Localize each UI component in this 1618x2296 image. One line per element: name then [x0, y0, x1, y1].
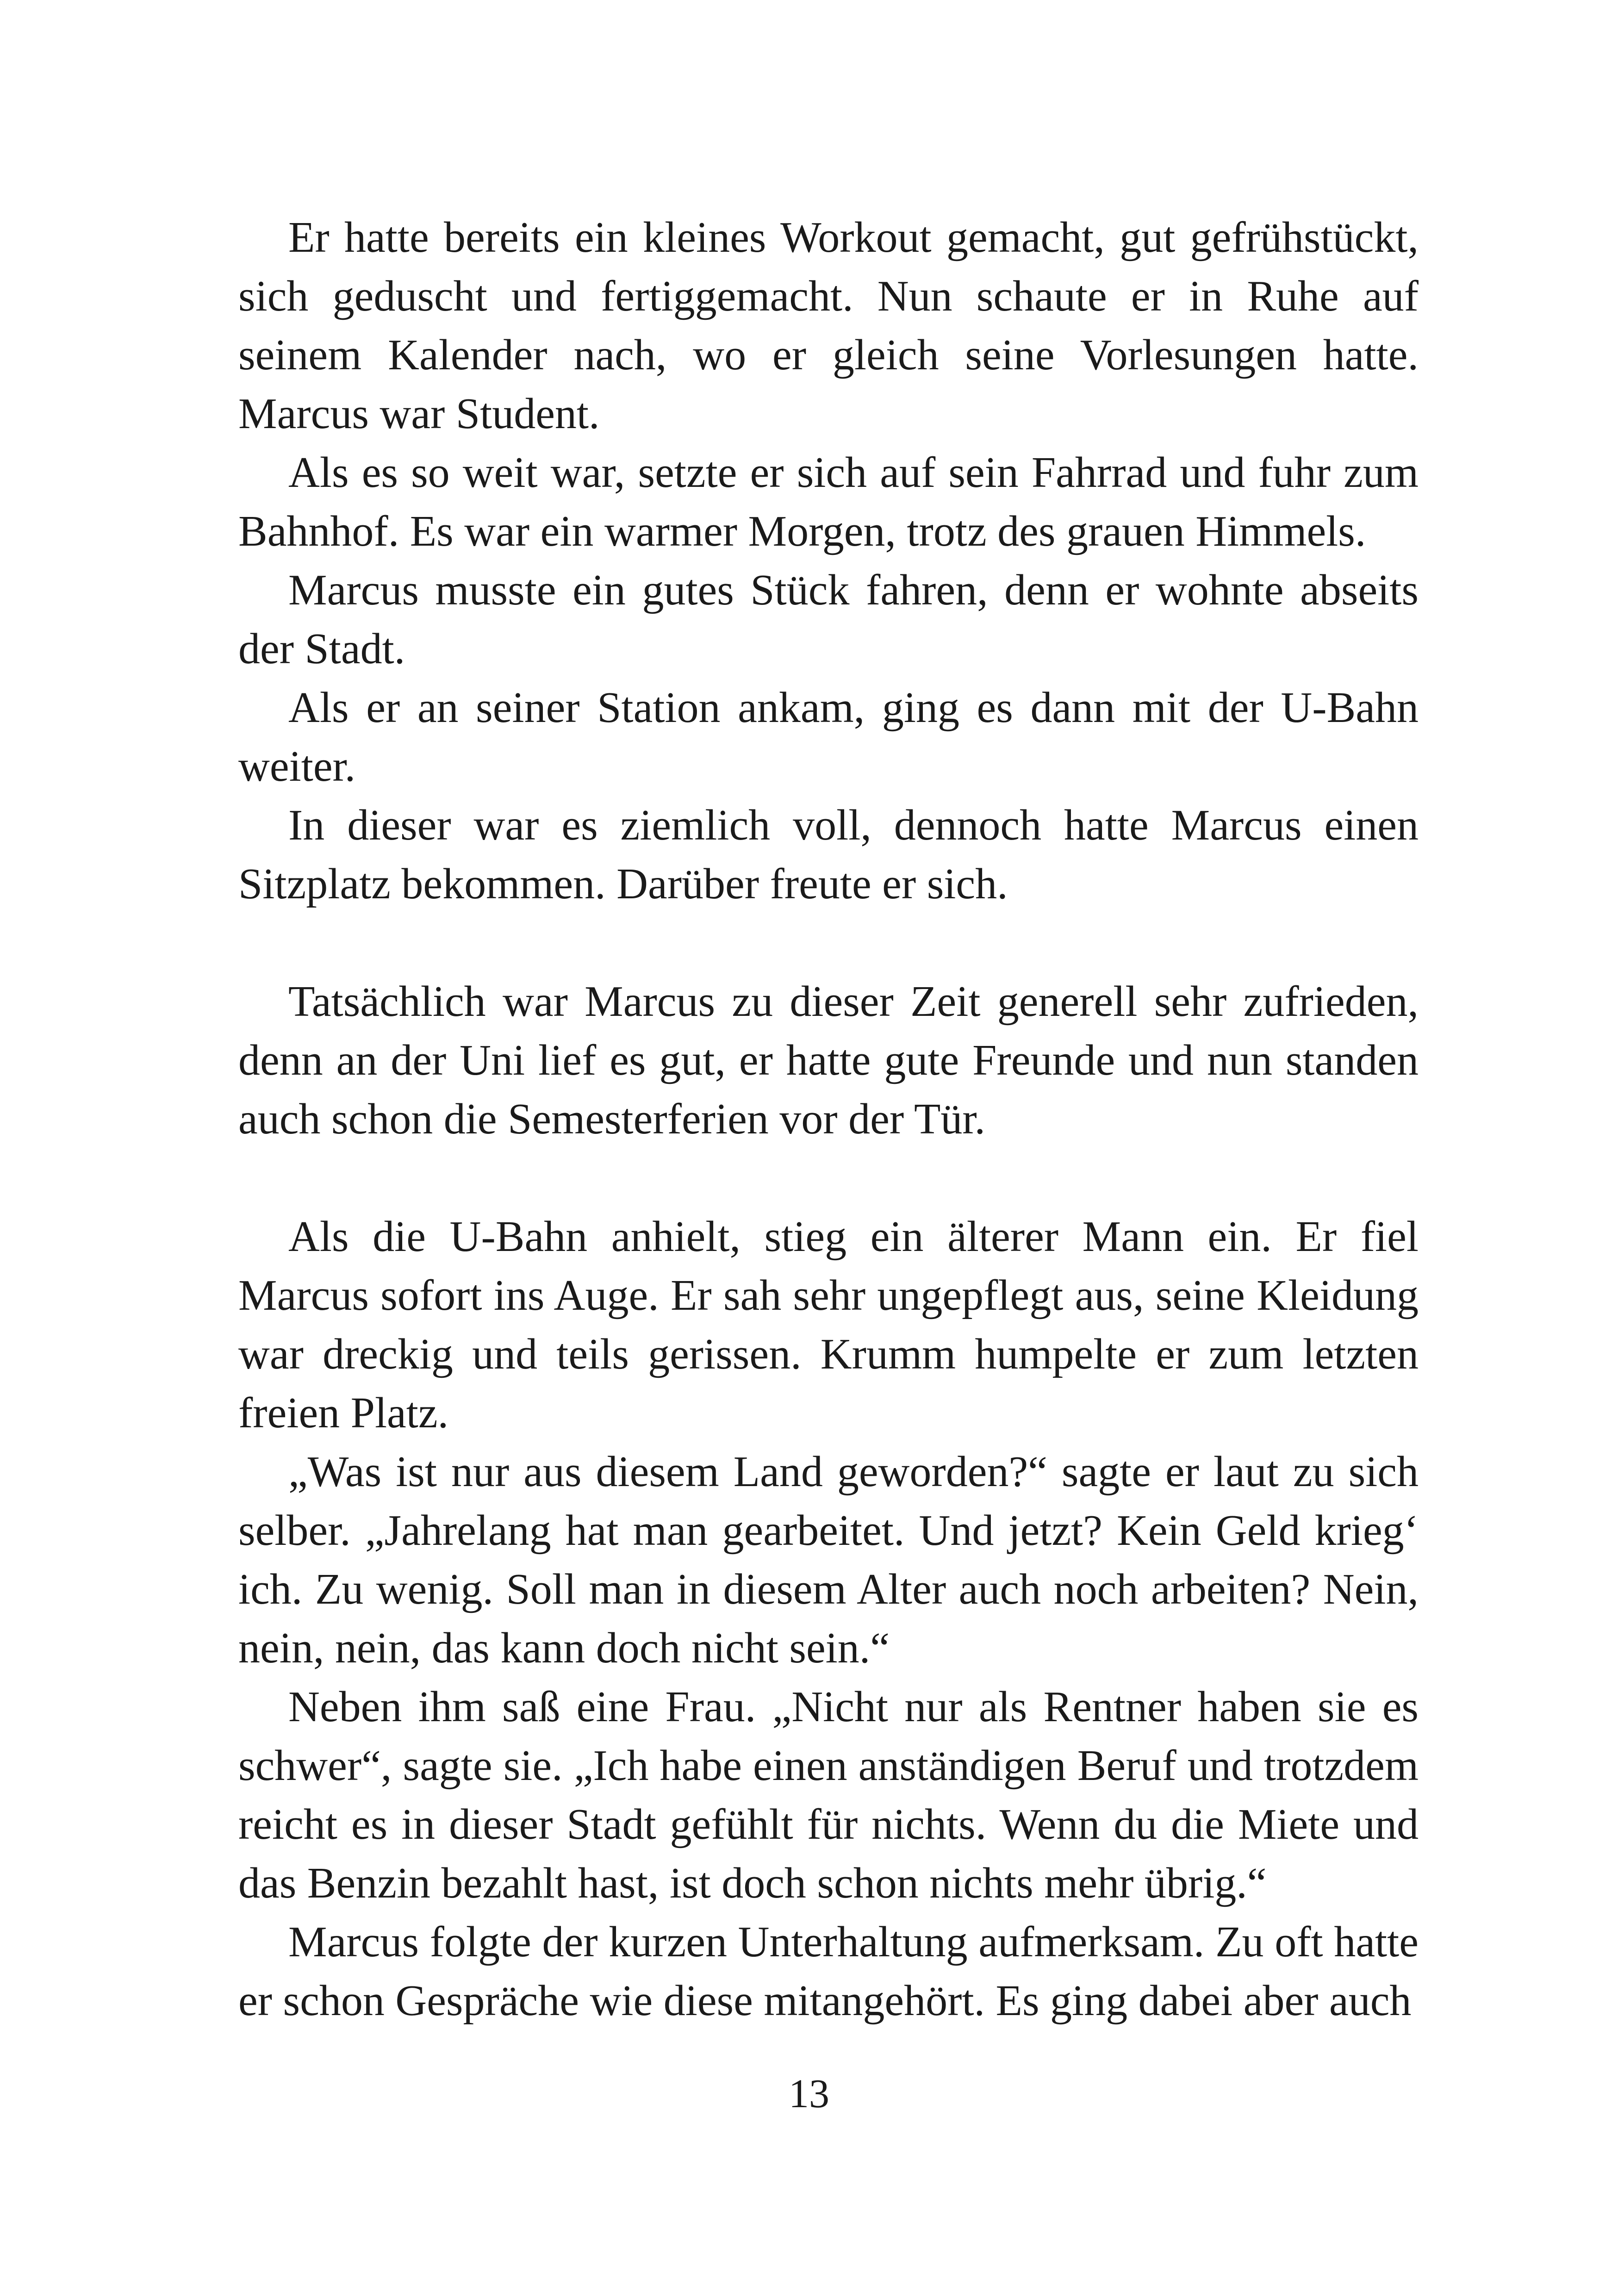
paragraph: Marcus folgte der kurzen Unterhaltung aufmerksam. Zu oft hatte er schon Gespräche wie diese mitangehört. Es ging dabei aber auch — [238, 1918, 1419, 2025]
paragraph: Als es so weit war, setzte er sich auf sein Fahrrad und fuhr zum Bahnhof. Es war ein warmer Morgen, trotz des grauen Himmels. — [238, 448, 1419, 555]
paragraph: Neben ihm saß eine Frau. „Nicht nur als Rentner haben sie es schwer“, sagte sie. „Ich habe einen anständigen Beruf und trotzdem reicht es in dieser Stadt gefühlt für nichts. Wenn du die Miete und das Benzin bezahlt hast, ist doch schon nichts mehr übrig.“ — [238, 1683, 1419, 1907]
body-text — [238, 208, 1419, 2030]
paragraph: Als er an seiner Station ankam, ging es dann mit der U-Bahn weiter. — [238, 684, 1419, 790]
paragraph: Tatsächlich war Marcus zu dieser Zeit generell sehr zufrieden, denn an der Uni lief es gut, er hatte gute Freunde und nun standen auch schon die Semesterferien vor der Tür. — [238, 977, 1419, 1143]
paragraph: Marcus musste ein gutes Stück fahren, denn er wohnte abseits der Stadt. — [238, 566, 1419, 673]
page-number: 13 — [789, 2072, 829, 2116]
paragraph: Er hatte bereits ein kleines Workout gemacht, gut gefrühstückt, sich geduscht und fertiggemacht. Nun schaute er in Ruhe auf seinem Kalender nach, wo er gleich seine Vorlesungen hatte. Marcus war Student. — [238, 213, 1419, 438]
paragraph: Als die U-Bahn anhielt, stieg ein älterer Mann ein. Er fiel Marcus sofort ins Auge. Er sah sehr ungepflegt aus, seine Kleidung war dreckig und teils gerissen. Krumm humpelte er zum letzten freien Platz. — [238, 1213, 1419, 1437]
paragraph: In dieser war es ziemlich voll, dennoch hatte Marcus einen Sitzplatz bekommen. Darüber freute er sich. — [238, 801, 1419, 908]
paragraph: „Was ist nur aus diesem Land geworden?“ sagte er laut zu sich selber. „Jahrelang hat man gearbeitet. Und jetzt? Kein Geld krieg‘ ich. Zu wenig. Soll man in diesem Alter auch noch arbeiten? Nein, nein, nein, das kann doch nicht sein.“ — [238, 1448, 1419, 1672]
